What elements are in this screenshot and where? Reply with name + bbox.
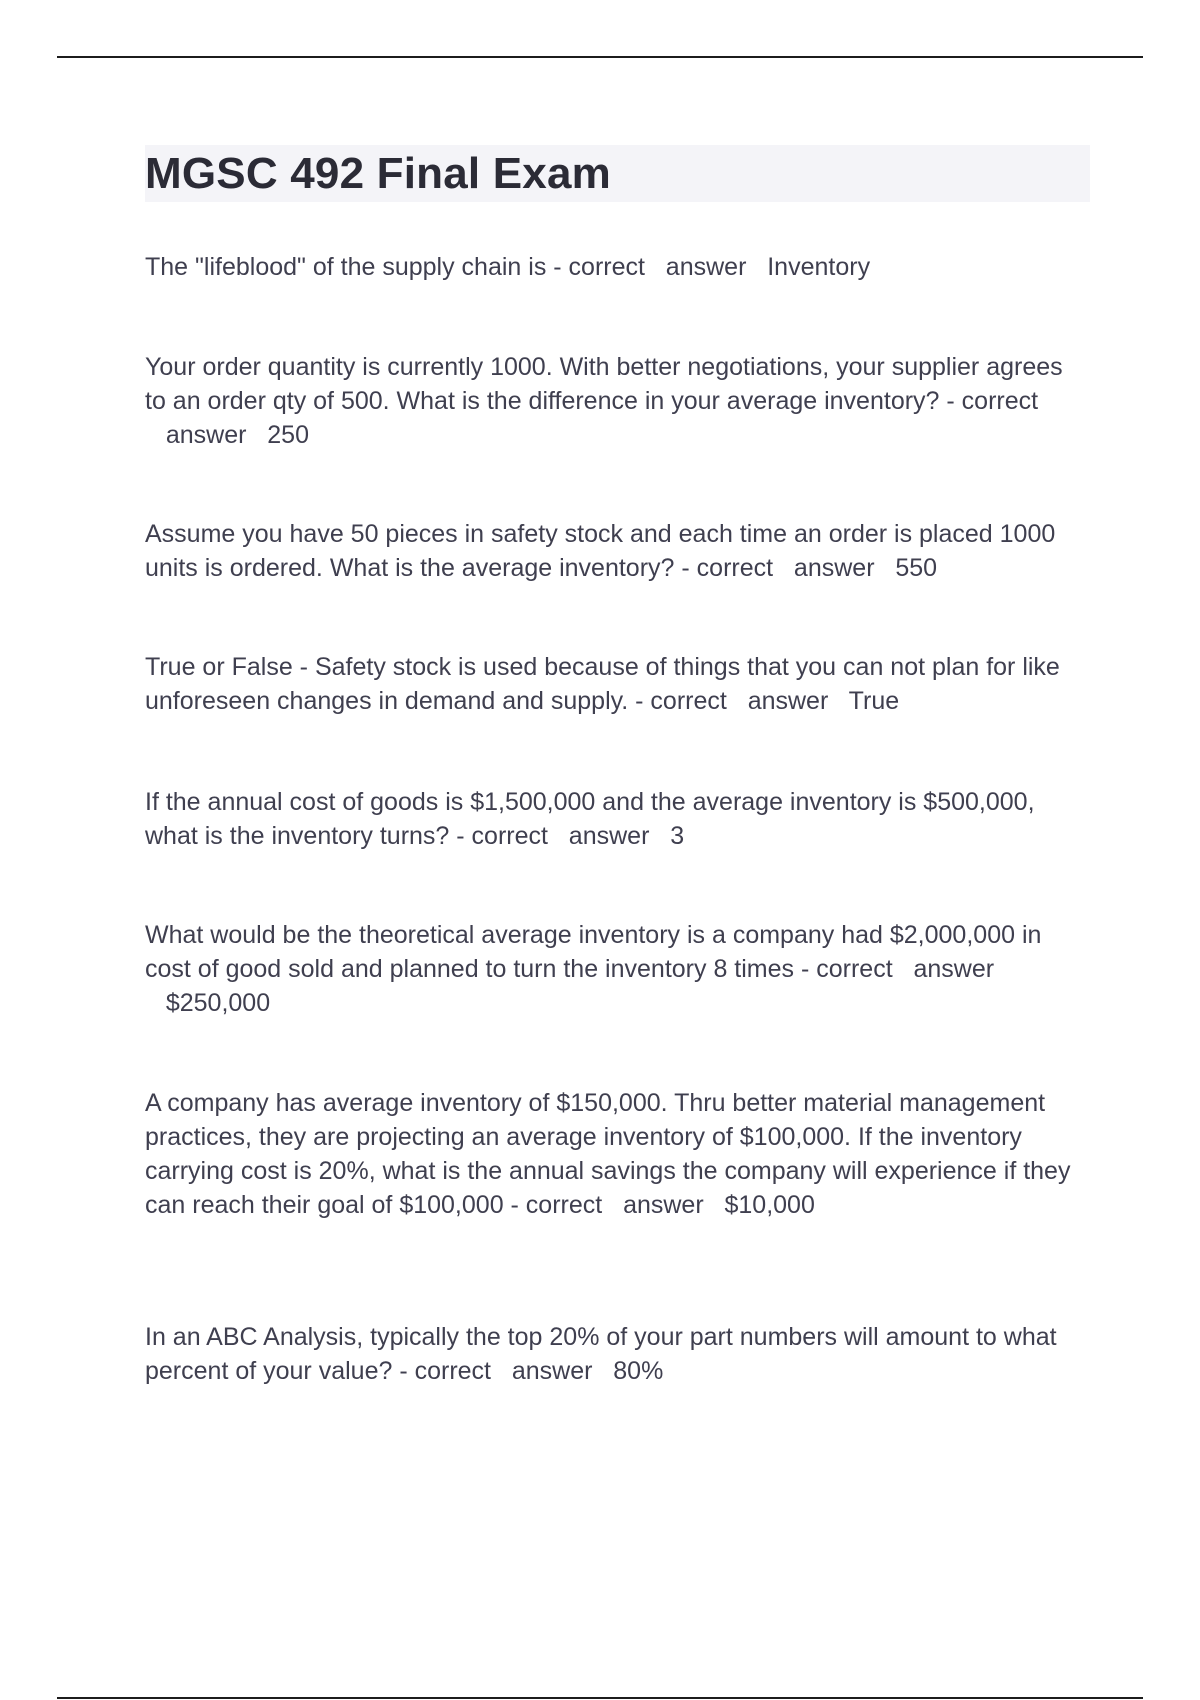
question-text: A company has average inventory of $150,000. Thru better material management practices, they are projecting an average inventory of $100,000. If the inventory carrying cost is 20%, what is the annual savings the company will experience if they can reach their goal of $100,000 - correct bbox=[145, 1089, 1071, 1219]
answer-label: answer bbox=[165, 421, 247, 449]
qa-item-6 bbox=[145, 918, 1090, 1020]
answer-text: 550 bbox=[895, 554, 938, 582]
answer-label: answer bbox=[747, 687, 829, 715]
question-text: In an ABC Analysis, typically the top 20% of your part numbers will amount to what percent of your value? - correct bbox=[145, 1323, 1057, 1385]
qa-item-2 bbox=[145, 350, 1090, 452]
answer-label: answer bbox=[568, 822, 650, 850]
qa-item-4 bbox=[145, 650, 1090, 718]
answer-text: 250 bbox=[267, 421, 309, 449]
question-text: True or False - Safety stock is used because of things that you can not plan for like unforeseen changes in demand and supply. - correct bbox=[145, 653, 1060, 715]
qa-item-7 bbox=[145, 1086, 1090, 1222]
answer-text: 3 bbox=[670, 822, 685, 850]
question-text: Your order quantity is currently 1000. With better negotiations, your supplier agrees to an order qty of 500. What is the difference in your average inventory? - correct bbox=[145, 353, 1063, 415]
qa-item-5 bbox=[145, 785, 1090, 853]
qa-item-8 bbox=[145, 1320, 1090, 1388]
answer-text: $250,000 bbox=[165, 989, 271, 1017]
top-rule bbox=[57, 56, 1143, 58]
document-title: MGSC 492 Final Exam bbox=[145, 149, 611, 198]
question-text: If the annual cost of goods is $1,500,000 and the average inventory is $500,000, what is the inventory turns? - correct bbox=[145, 788, 1035, 850]
answer-text: Inventory bbox=[767, 253, 871, 281]
answer-label: answer bbox=[623, 1191, 704, 1219]
answer-text: 80% bbox=[613, 1357, 664, 1385]
answer-label: answer bbox=[665, 253, 747, 281]
bottom-rule bbox=[57, 1697, 1143, 1699]
qa-item-3 bbox=[145, 517, 1090, 585]
answer-label: answer bbox=[511, 1357, 593, 1385]
qa-item-1 bbox=[145, 250, 1090, 284]
question-text: What would be the theoretical average inventory is a company had $2,000,000 in cost of good sold and planned to turn the inventory 8 times - correct bbox=[145, 921, 1042, 983]
question-text: The "lifeblood" of the supply chain is - correct bbox=[145, 253, 645, 281]
answer-text: True bbox=[848, 687, 900, 715]
answer-label: answer bbox=[793, 554, 875, 582]
answer-label: answer bbox=[913, 955, 995, 983]
question-text: Assume you have 50 pieces in safety stock and each time an order is placed 1000 units is ordered. What is the average inventory? - correct bbox=[145, 520, 1056, 582]
answer-text: $10,000 bbox=[724, 1191, 815, 1219]
